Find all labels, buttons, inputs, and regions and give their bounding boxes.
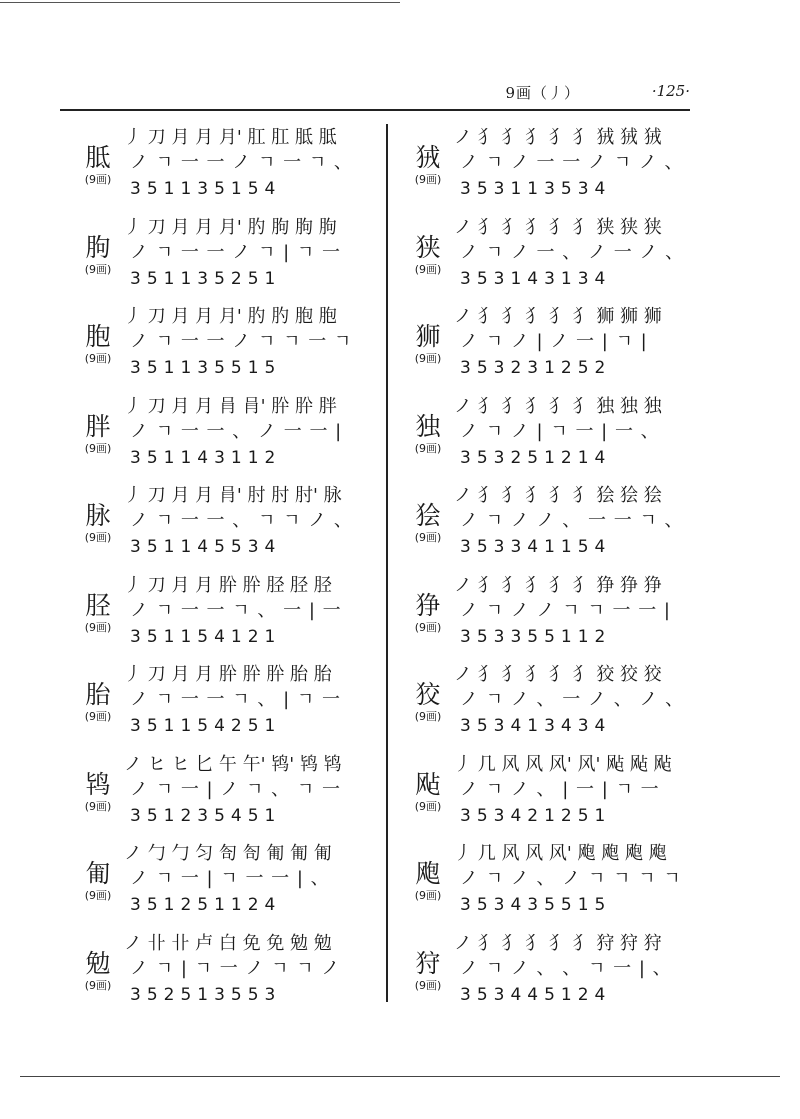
stroke-codes: 353355112 <box>460 626 612 647</box>
stroke-count-note: (9画) <box>414 352 442 365</box>
stroke-sequence: 丿 刀 月 月 肙' 肘 肘 肘' 脉 <box>124 485 342 506</box>
stroke-sequence: ノ 犭 犭 犭 犭 犭 狯 狯 狯 <box>454 485 662 506</box>
stroke-shapes: ノ ㄱ ノ | ノ 一 | ㄱ | <box>460 331 648 352</box>
stroke-codes: 353445124 <box>460 984 612 1005</box>
stroke-codes: 351154251 <box>130 716 282 736</box>
head-character: 鸨 <box>85 769 111 799</box>
stroke-sequence: ノ 犭 犭 犭 犭 犭 狮 狮 狮 <box>454 306 662 327</box>
stroke-count-note: (9画) <box>414 978 442 992</box>
stroke-sequence: 丿 几 风 风 风' 飑 飑 飑 飑 <box>454 843 667 864</box>
entry-head <box>72 393 124 455</box>
head-character: 匍 <box>85 859 111 888</box>
head-character: 狰 <box>415 590 441 620</box>
char-entry <box>72 210 372 300</box>
char-entry <box>72 836 372 926</box>
entry-head <box>402 482 454 544</box>
char-entry <box>72 747 372 837</box>
stroke-codes: 353421251 <box>460 805 612 826</box>
char-entry <box>72 657 372 747</box>
stroke-sequence: ノ 犭 犭 犭 犭 犭 独 独 独 <box>454 395 662 417</box>
stroke-count-note: (9画) <box>414 262 442 276</box>
stroke-sequence: 丿 刀 月 月 月' 肑 朐 朐 朐 <box>124 216 337 238</box>
head-character: 朐 <box>85 232 111 262</box>
stroke-count-note: (9画) <box>84 441 112 455</box>
stroke-shapes: ノ ㄱ ノ ノ ㄱ ㄱ 一 一 | <box>460 599 672 621</box>
stroke-codes: 353231252 <box>460 358 612 378</box>
char-entry <box>72 568 372 658</box>
char-entry <box>402 478 702 568</box>
stroke-sequence: ノ 犭 犭 犭 犭 犭 狩 狩 狩 <box>454 932 662 954</box>
stroke-count-note: (9画) <box>84 889 112 902</box>
stroke-codes: 353143134 <box>460 268 612 289</box>
head-character: 胖 <box>85 411 111 441</box>
head-character: 胞 <box>85 322 111 351</box>
entry-head <box>402 840 454 902</box>
section-title: 9画（丿） <box>505 84 580 102</box>
stroke-sequence: ノ 卝 卝 卢 白 免 免 勉 勉 <box>124 932 332 954</box>
char-entry <box>72 926 372 1016</box>
stroke-codes: 353413434 <box>460 716 612 736</box>
head-character: 狩 <box>415 948 441 978</box>
stroke-count-note: (9画) <box>414 710 442 723</box>
page-header <box>60 82 690 104</box>
stroke-shapes: ノ ㄱ ノ 一 、 ノ 一 ノ 、 <box>460 241 685 263</box>
entry-head <box>72 482 124 544</box>
stroke-count-note: (9画) <box>414 889 442 902</box>
stroke-count-note: (9画) <box>84 262 112 276</box>
stroke-count-note: (9画) <box>84 531 112 544</box>
stroke-codes: 351135515 <box>130 358 282 378</box>
char-entry <box>402 120 702 210</box>
stroke-shapes: ノ ㄱ 一 一 、 ㄱ ㄱ ノ 、 <box>130 510 353 531</box>
entry-head <box>72 930 124 992</box>
stroke-codes: 353341154 <box>460 537 612 557</box>
head-character: 飑 <box>415 859 441 888</box>
right-column <box>402 120 702 1015</box>
stroke-codes: 351154121 <box>130 626 282 647</box>
stroke-sequence: ノ 勹 勹 匀 匌 匌 匍 匍 匍 <box>124 843 332 864</box>
stroke-count-note: (9画) <box>84 799 112 813</box>
entry-head <box>402 751 454 813</box>
char-entry <box>402 210 702 300</box>
column-divider <box>386 124 388 1002</box>
stroke-shapes: ノ ㄱ ノ | ㄱ 一 | 一 、 <box>460 420 660 442</box>
stroke-codes: 351235451 <box>130 805 282 826</box>
entry-head <box>402 572 454 634</box>
stroke-codes: 353251214 <box>460 447 612 468</box>
head-character: 狨 <box>415 143 441 172</box>
stroke-shapes: ノ ㄱ 一 一 ノ ㄱ | ㄱ 一 <box>130 241 342 263</box>
stroke-shapes: ノ ㄱ ノ ノ 、 一 一 ㄱ 、 <box>460 510 684 531</box>
char-entry <box>402 299 702 389</box>
stroke-count-note: (9画) <box>84 173 112 186</box>
head-character: 狭 <box>415 232 441 262</box>
page-number: ·125· <box>651 82 690 100</box>
entry-head <box>402 930 454 992</box>
stroke-shapes: ノ ㄱ 一 一 ノ ㄱ 一 ㄱ 、 <box>130 152 353 173</box>
stroke-count-note: (9画) <box>84 620 112 634</box>
top-scan-rule <box>0 2 400 3</box>
head-character: 飐 <box>415 769 441 799</box>
char-entry <box>72 389 372 479</box>
stroke-sequence: ノ 犭 犭 犭 犭 犭 狰 狰 狰 <box>454 574 662 596</box>
stroke-sequence: 丿 刀 月 月 月' 肛 肛 胝 胝 <box>124 127 337 148</box>
stroke-shapes: ノ ㄱ | ㄱ 一 ノ ㄱ ㄱ ノ <box>130 957 341 979</box>
stroke-shapes: ノ ㄱ 一 一 、 ノ 一 一 | <box>130 420 343 442</box>
stroke-count-note: (9画) <box>414 799 442 813</box>
stroke-count-note: (9画) <box>414 173 442 186</box>
stroke-count-note: (9画) <box>84 710 112 723</box>
stroke-codes: 353113534 <box>460 179 612 199</box>
stroke-count-note: (9画) <box>414 620 442 634</box>
stroke-shapes: ノ ㄱ 一 一 ㄱ 、 一 | 一 <box>130 599 342 621</box>
entry-head <box>72 572 124 634</box>
stroke-codes: 352513553 <box>130 984 282 1005</box>
char-entry <box>402 657 702 747</box>
stroke-sequence: 丿 几 风 风 风' 风' 飐 飐 飐 <box>454 753 672 775</box>
entry-head <box>402 393 454 455</box>
left-column <box>72 120 372 1015</box>
stroke-codes: 351143112 <box>130 447 282 468</box>
stroke-shapes: ノ ㄱ ノ 、 、 ㄱ 一 | 、 <box>460 957 672 979</box>
entry-head <box>72 214 124 276</box>
head-character: 狡 <box>415 680 441 709</box>
stroke-count-note: (9画) <box>84 978 112 992</box>
head-character: 胝 <box>85 143 111 172</box>
entry-head <box>72 661 124 723</box>
header-rule <box>60 109 690 111</box>
stroke-shapes: ノ ㄱ 一 一 ㄱ 、 | ㄱ 一 <box>130 689 342 710</box>
stroke-count-note: (9画) <box>414 531 442 544</box>
stroke-shapes: ノ ㄱ ノ 、 ノ ㄱ ㄱ ㄱ ㄱ <box>460 868 682 889</box>
head-character: 胎 <box>85 680 111 709</box>
head-character: 脉 <box>85 501 111 530</box>
entry-head <box>72 124 124 186</box>
entry-head <box>402 303 454 365</box>
stroke-shapes: ノ ㄱ 一 | ノ ㄱ 、 ㄱ 一 <box>130 778 342 800</box>
char-entry <box>402 389 702 479</box>
stroke-sequence: ノ ヒ ヒ 匕 午 午' 鸨' 鸨 鸨 <box>124 753 342 775</box>
entry-head <box>72 840 124 902</box>
entry-head <box>72 751 124 813</box>
stroke-sequence: ノ 犭 犭 犭 犭 犭 狨 狨 狨 <box>454 127 662 148</box>
stroke-codes: 353435515 <box>460 895 612 915</box>
entry-head <box>402 661 454 723</box>
char-entry <box>402 747 702 837</box>
stroke-codes: 351145534 <box>130 537 282 557</box>
head-character: 勉 <box>85 948 111 978</box>
char-entry <box>72 299 372 389</box>
stroke-shapes: ノ ㄱ ノ 、 | 一 | ㄱ 一 <box>460 778 660 800</box>
stroke-sequence: 丿 刀 月 月 肙 肙' 肸 肸 胖 <box>124 395 337 417</box>
char-entry <box>402 926 702 1016</box>
head-character: 独 <box>415 411 441 441</box>
char-entry <box>402 568 702 658</box>
stroke-codes: 351251124 <box>130 895 282 915</box>
entry-head <box>402 124 454 186</box>
stroke-sequence: 丿 刀 月 月 月' 肑 肑 胞 胞 <box>124 306 337 327</box>
stroke-codes: 351135154 <box>130 179 282 199</box>
char-entry <box>402 836 702 926</box>
stroke-count-note: (9画) <box>414 441 442 455</box>
stroke-sequence: 丿 刀 月 月 肸 肸 胫 胫 胫 <box>124 574 332 596</box>
stroke-shapes: ノ ㄱ ノ 一 一 ノ ㄱ ノ 、 <box>460 152 684 173</box>
entry-head <box>402 214 454 276</box>
bottom-scan-rule <box>20 1076 780 1077</box>
stroke-sequence: ノ 犭 犭 犭 犭 犭 狭 狭 狭 <box>454 216 662 238</box>
stroke-codes: 351135251 <box>130 268 282 289</box>
head-character: 狮 <box>415 322 441 351</box>
stroke-shapes: ノ ㄱ ノ 、 一 ノ 、 ノ 、 <box>460 689 685 710</box>
head-character: 狯 <box>415 501 441 530</box>
stroke-sequence: 丿 刀 月 月 肸 肸 肸 胎 胎 <box>124 664 332 685</box>
char-entry <box>72 478 372 568</box>
entry-head <box>72 303 124 365</box>
stroke-sequence: ノ 犭 犭 犭 犭 犭 狡 狡 狡 <box>454 664 662 685</box>
stroke-shapes: ノ ㄱ 一 | ㄱ 一 一 | 、 <box>130 868 330 889</box>
head-character: 胫 <box>85 590 111 620</box>
stroke-shapes: ノ ㄱ 一 一 ノ ㄱ ㄱ 一 ㄱ <box>130 331 353 352</box>
char-entry <box>72 120 372 210</box>
stroke-count-note: (9画) <box>84 352 112 365</box>
